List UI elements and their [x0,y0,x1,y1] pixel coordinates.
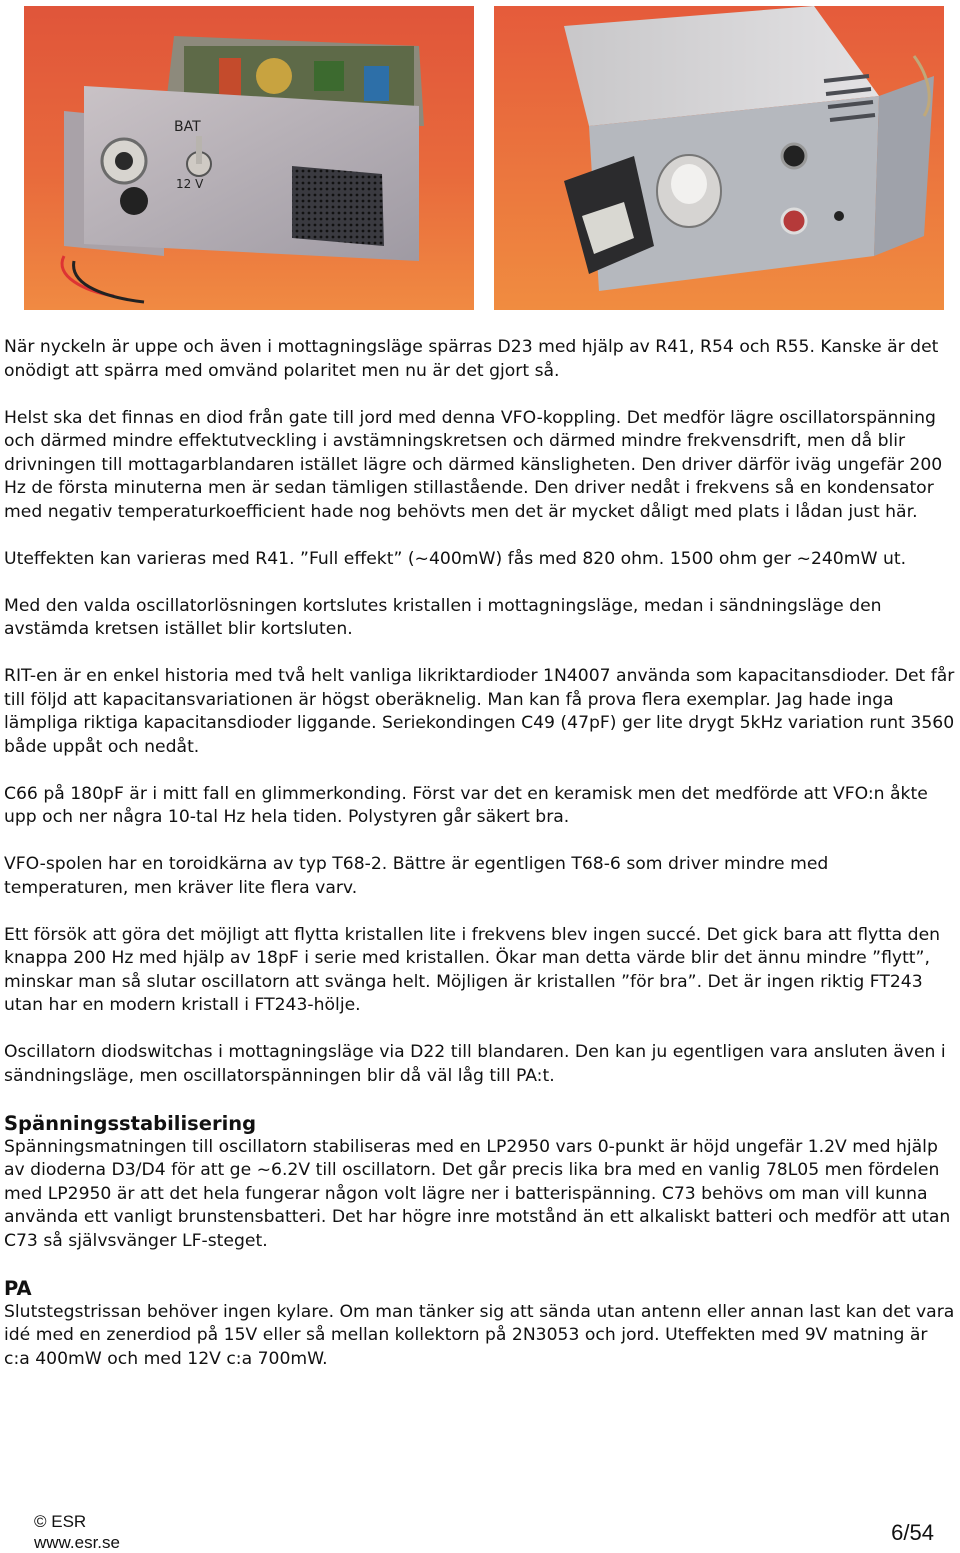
paragraph-rit: RIT-en är en enkel historia med två helt vanliga likriktardioder 1N4007 använda som kapacitansdioder. Det får till följd att kapacitansvariationen är högst oberäknelig. Man kan få prova flera exemplar. Jag hade inga lämpliga riktiga kapacitansdioder liggande. Seriekondingen C49 (47pF) ger lite drygt 5kHz variation runt 3560 både uppåt och nedåt. [4,666,955,757]
paragraph-vfo-coil: VFO-spolen har en toroidkärna av typ T68-2. Bättre är egentligen T68-6 som driver mindre med temperaturen, men kräver lite flera varv. [4,854,829,898]
website-link[interactable]: www.esr.se [34,1533,120,1552]
paragraph-c66: C66 på 180pF är i mitt fall en glimmerkonding. Först var det en keramisk men det medförde att VFO:n åkte upp och ner några 10-tal Hz hela tiden. Polystyren går säkert bra. [4,783,928,827]
radio-box-photo [494,6,944,310]
paragraph-diode-switch: Oscillatorn diodswitchas i mottagningsläge via D22 till blandaren. Den kan ju egentligen vara ansluten även i sändningsläge, men oscillatorspänningen blir då väl låg till PA:t. [4,1042,946,1086]
paragraph-key-polarity: När nyckeln är uppe och även i mottagningsläge spärras D23 med hjälp av R41, R54 och R55. Kanske är det onödigt att spärra med omvänd polaritet men nu är det gjort så. [4,337,939,381]
page-number: 6/54 [891,1520,934,1545]
bat-label: BAT [174,119,201,135]
section-pa [4,1277,958,1372]
section-body: Spänningsmatningen till oscillatorn stabiliseras med en LP2950 vars 0-punkt är höjd ungefär 1.2V med hjälp av dioderna D3/D4 för att ge ~6.2V till oscillatorn. Det går precis lika bra med en vanlig 78L05 men fördelen med LP2950 är att det hela fungerar någon volt lägre ner i batterispänning. C73 behövs om man vill kunna använda ett vanligt brunstensbatteri. Det har högre inre motstånd än ett alkaliskt batteri och medför att utan C73 så självsvänger LF-steget. [4,1136,951,1251]
radio-front-photo [24,6,474,310]
document-body [4,336,958,1395]
page-footer [0,1512,960,1552]
paragraph-crystal-pull: Ett försök att göra det möjligt att flytta kristallen lite i frekvens blev ingen succé. Det gick bara att flytta den knappa 200 Hz med hjälp av 18pF i serie med kristallen. Ökar man detta värde blir det ännu mindre ”flytt”, minskar man så slutar oscillatorn att svänga helt. Möjligen är kristallen ”för bra”. Det är ingen riktig FT243 utan har en modern kristall i FT243-hölje. [4,924,941,1015]
paragraph-oscillator-solution: Med den valda oscillatorlösningen kortslutes kristallen i mottagningsläge, medan i sändningsläge den avstämda kretsen istället blir kortsluten. [4,595,882,639]
voltage-label: 12 V [176,177,204,191]
section-heading: PA [4,1276,32,1300]
section-body: Slutstegstrissan behöver ingen kylare. Om man tänker sig att sända utan antenn eller annan last kan det vara idé med en zenerdiod på 15V eller så mellan kollektorn på 2N3053 och jord. Uteffekten med 9V matning är c:a 400mW och med 12V c:a 700mW. [4,1301,955,1369]
paragraph-output-power: Uteffekten kan varieras med R41. ”Full effekt” (~400mW) fås med 820 ohm. 1500 ohm ger ~240mW ut. [4,548,907,569]
paragraph-vfo-diode: Helst ska det finnas en diod från gate till jord med denna VFO-koppling. Det medför lägre oscillatorspänning och därmed mindre effektutveckling i avstämningskretsen och därmed mindre frekvensdrift, men då blir drivningen till mottagarblandaren istället lägre och därmed känsligheten. Den driver därför iväg ungefär 200 Hz de första minuterna men är sedan tämligen stillastående. Den driver nedåt i frekvens så en kondensator med negativ temperaturkoefficient hade nog behövts men det är mycket dåligt med plats i lådan just här. [4,407,943,522]
section-heading: Spänningsstabilisering [4,1111,257,1135]
copyright-text: © ESR [34,1512,87,1531]
section-voltage-stabilization [4,1112,958,1254]
